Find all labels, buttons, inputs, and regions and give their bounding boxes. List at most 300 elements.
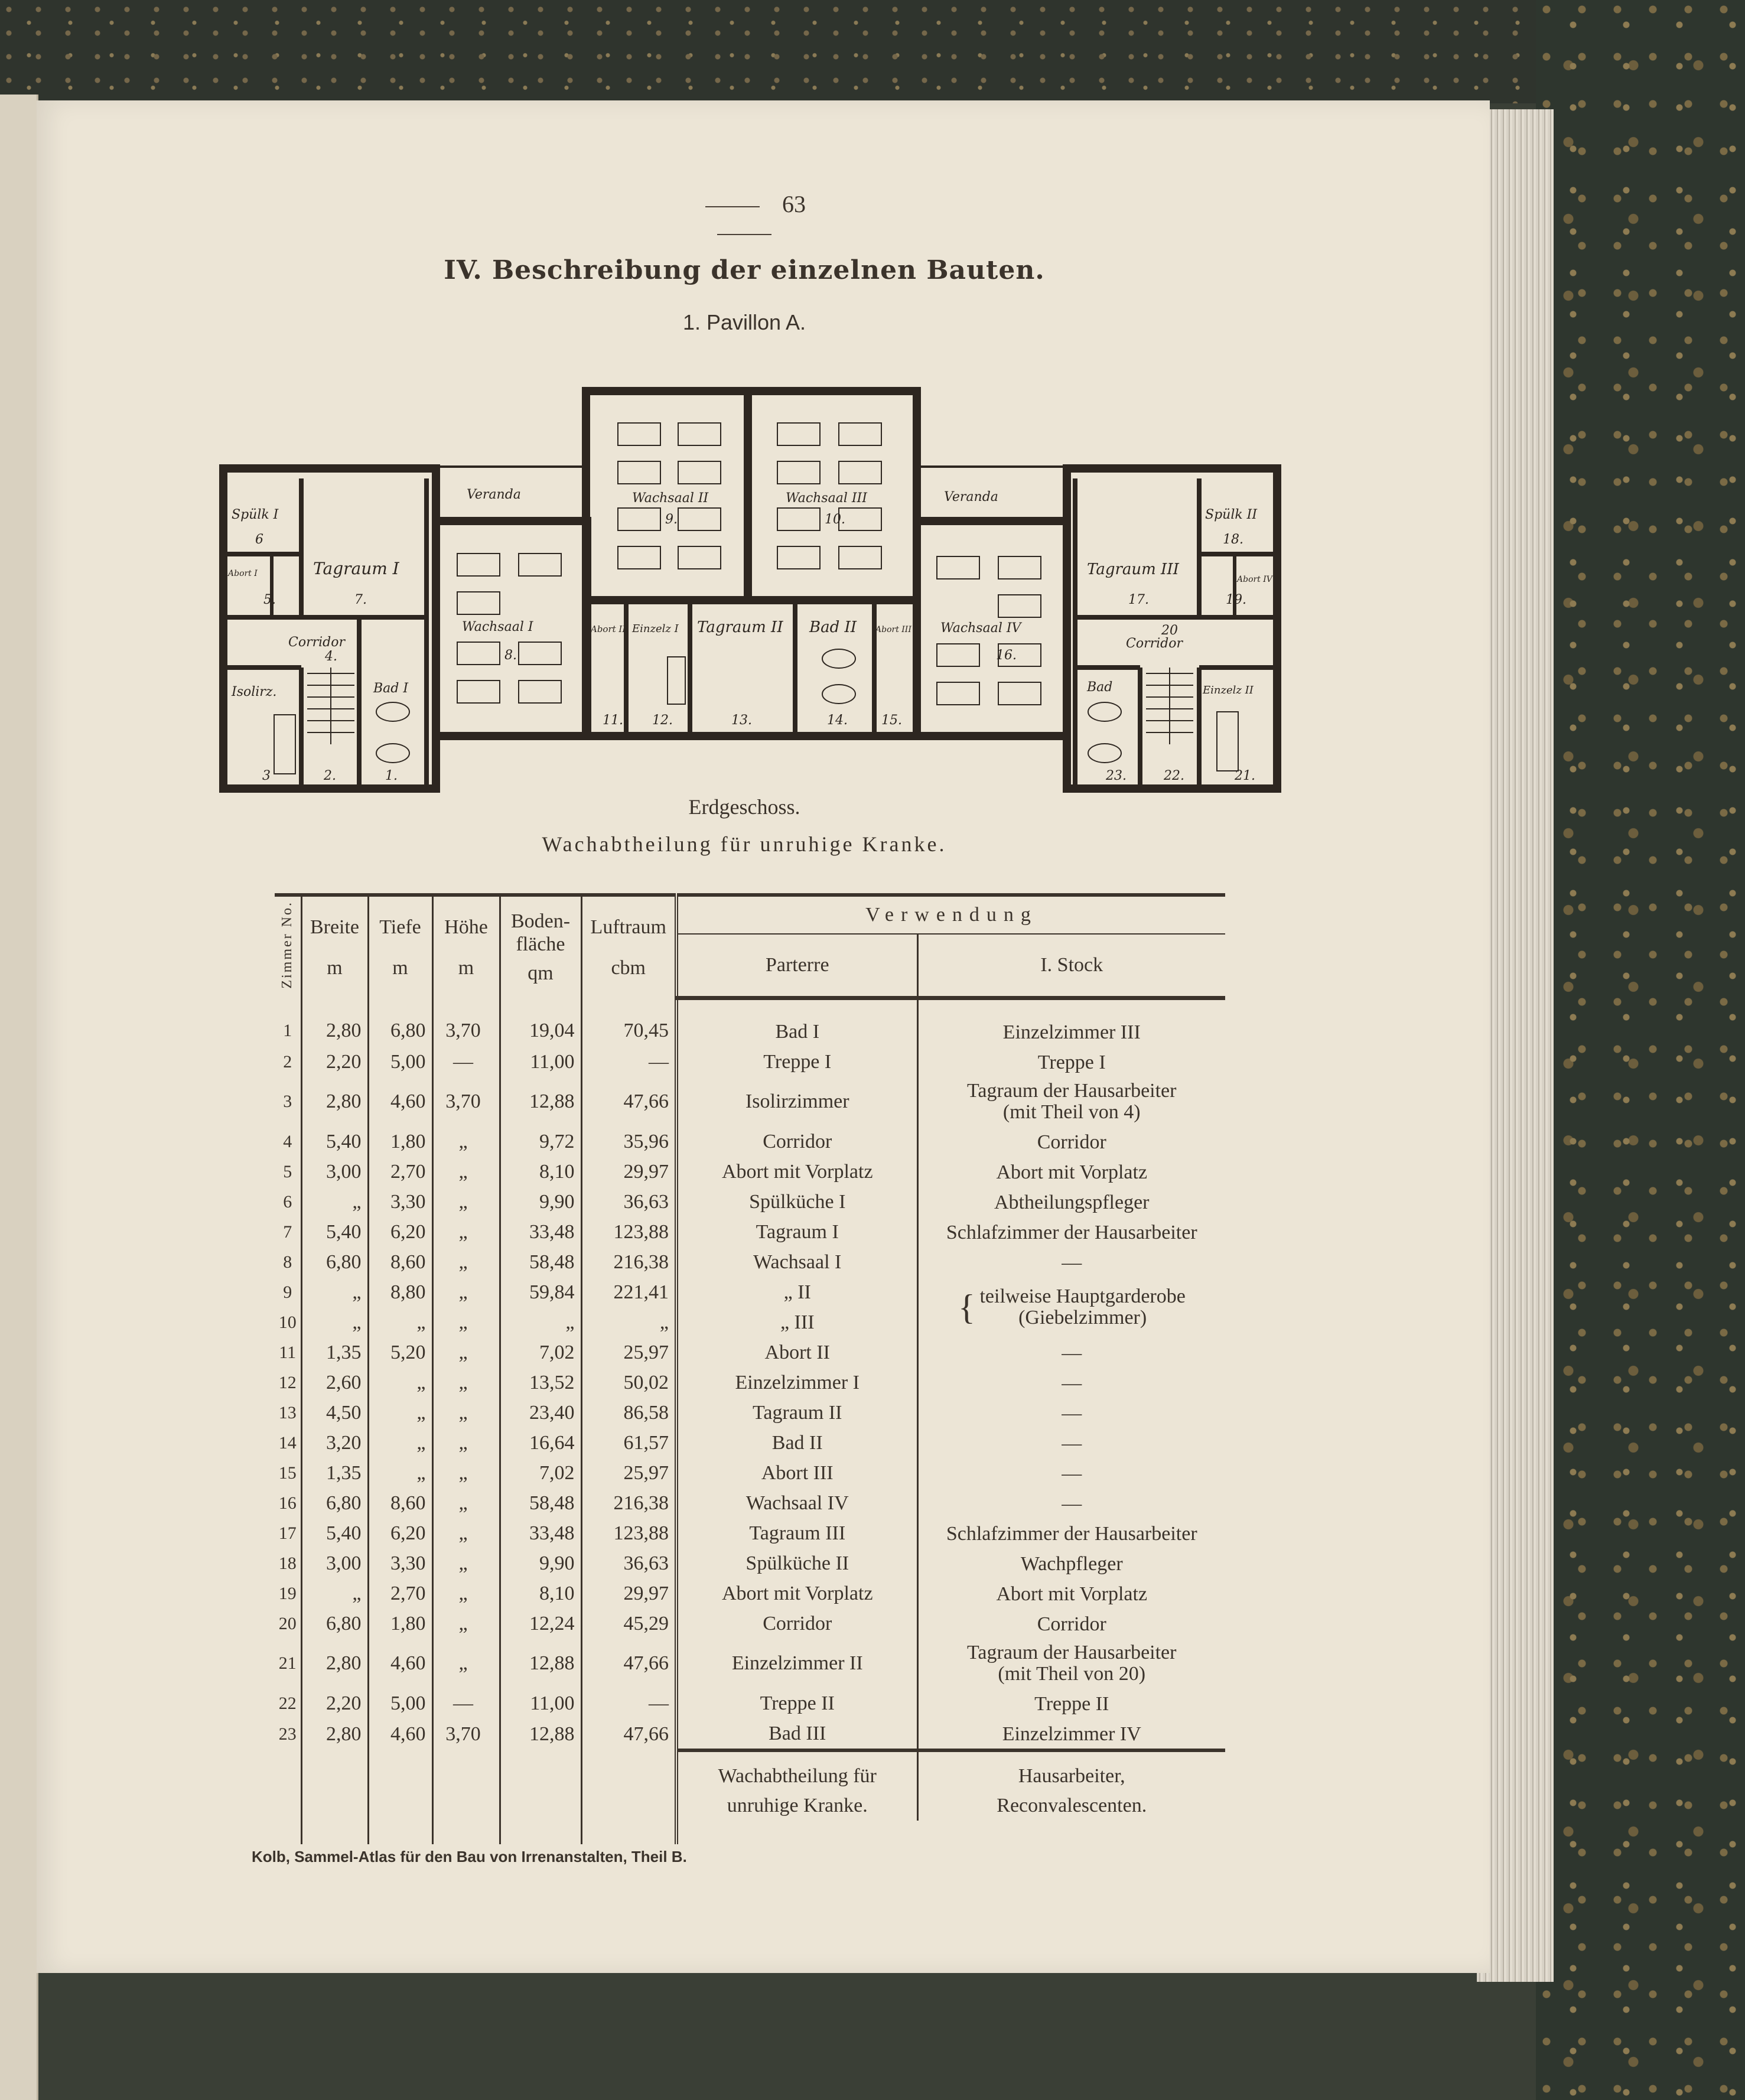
cell-hoehe: „ xyxy=(432,1247,500,1277)
header-tiefe: Tiefe m xyxy=(368,895,432,998)
cell-parterre: Abort mit Vorplatz xyxy=(676,1157,917,1187)
summary-row xyxy=(275,1750,1225,1791)
plan-label: Spülk II xyxy=(1205,507,1258,522)
cell-empty xyxy=(368,1821,432,1844)
table-row xyxy=(275,1578,1225,1609)
cell-zimmer-no: 8 xyxy=(283,1252,292,1272)
cell-empty xyxy=(275,1750,301,1791)
cell-breite: 3,20 xyxy=(301,1428,368,1458)
plan-label: Isolirz. xyxy=(232,685,277,699)
table-row xyxy=(275,1337,1225,1368)
stock-line: Tagraum der Hausarbeiter xyxy=(967,1642,1177,1664)
plan-label: 15. xyxy=(881,713,902,728)
cell-hoehe: 3,70 xyxy=(432,1718,500,1750)
cell-empty xyxy=(432,1750,500,1791)
stock-line: Corridor xyxy=(1037,1131,1106,1153)
cell-hoehe: „ xyxy=(432,1428,500,1458)
plan-label: Tagraum I xyxy=(313,559,399,578)
stock-line: Tagraum der Hausarbeiter xyxy=(967,1080,1177,1102)
cell-stock xyxy=(917,1047,1225,1077)
table-row xyxy=(275,1718,1225,1750)
cell-hoehe: „ xyxy=(432,1609,500,1639)
room-table xyxy=(275,893,1225,1844)
stock-line: Abort mit Vorplatz xyxy=(996,1161,1148,1183)
plan-label: 21. xyxy=(1235,769,1255,783)
cell-zimmer-no: 23 xyxy=(278,1724,297,1744)
stock-line: Einzelzimmer IV xyxy=(1002,1723,1141,1745)
cell-stock xyxy=(917,1247,1225,1277)
cell-breite: „ xyxy=(301,1277,368,1307)
plan-label: Tagraum II xyxy=(697,618,783,636)
cell-bodenflaeche: 59,84 xyxy=(500,1277,581,1307)
cell-bodenflaeche: 16,64 xyxy=(500,1428,581,1458)
plan-label: Corridor xyxy=(1126,636,1183,651)
cell-luftraum: 216,38 xyxy=(581,1247,676,1277)
cell-parterre: Isolirzimmer xyxy=(676,1077,917,1126)
cell-tiefe: „ xyxy=(368,1398,432,1428)
plan-label: 5. xyxy=(263,592,276,607)
cell-luftraum: 36,63 xyxy=(581,1548,676,1578)
plan-label: Abort IV xyxy=(1237,575,1272,584)
cell-luftraum: 25,97 xyxy=(581,1337,676,1368)
stock-line: Wachpfleger xyxy=(1020,1552,1123,1575)
cell-stock xyxy=(917,1639,1225,1688)
cell-breite: 5,40 xyxy=(301,1518,368,1548)
table-row xyxy=(275,998,1225,1047)
cell-luftraum: 47,66 xyxy=(581,1639,676,1688)
cell-empty xyxy=(581,1821,676,1844)
cell-tiefe: 5,20 xyxy=(368,1337,432,1368)
cell-breite: 5,40 xyxy=(301,1217,368,1247)
cell-luftraum: „ xyxy=(581,1307,676,1337)
cell-breite: 6,80 xyxy=(301,1488,368,1518)
cell-tiefe: „ xyxy=(368,1307,432,1337)
cell-hoehe: „ xyxy=(432,1639,500,1688)
plan-label: 9. xyxy=(665,512,678,527)
plan-label: Veranda xyxy=(944,490,998,504)
stock-line: Einzelzimmer III xyxy=(1002,1021,1141,1043)
cell-hoehe: 3,70 xyxy=(432,998,500,1047)
cell-empty xyxy=(581,1791,676,1821)
cell-stock xyxy=(917,1428,1225,1458)
cell-empty xyxy=(581,1750,676,1791)
cell-hoehe: „ xyxy=(432,1277,500,1307)
cell-parterre: „ III xyxy=(676,1307,917,1337)
cell-empty xyxy=(500,1821,581,1844)
table-row xyxy=(275,1488,1225,1518)
table-row xyxy=(275,1187,1225,1217)
cell-breite: 2,80 xyxy=(301,1639,368,1688)
summary-row xyxy=(275,1791,1225,1821)
page-number-text: 63 xyxy=(782,191,806,217)
plan-label: Corridor xyxy=(288,635,345,650)
cell-breite: 6,80 xyxy=(301,1609,368,1639)
cell-hoehe: „ xyxy=(432,1337,500,1368)
plan-label: 10. xyxy=(825,512,845,527)
cell-hoehe: „ xyxy=(432,1518,500,1548)
cell-stock xyxy=(917,1548,1225,1578)
cell-zimmer-no: 12 xyxy=(278,1372,297,1392)
header-stock: I. Stock xyxy=(917,934,1225,998)
cell-parterre: Corridor xyxy=(676,1609,917,1639)
cell-luftraum: 25,97 xyxy=(581,1458,676,1488)
cell-zimmer-no: 16 xyxy=(278,1493,297,1513)
cell-breite: 2,80 xyxy=(301,1077,368,1126)
cell-bodenflaeche: 9,90 xyxy=(500,1187,581,1217)
cell-tiefe: 5,00 xyxy=(368,1688,432,1718)
cell-bodenflaeche: 12,88 xyxy=(500,1077,581,1126)
cell-empty xyxy=(368,1750,432,1791)
book-cover xyxy=(1536,0,1745,2100)
table-row xyxy=(275,1277,1225,1307)
stock-line: (Giebelzimmer) xyxy=(1018,1307,1147,1329)
cell-luftraum: 45,29 xyxy=(581,1609,676,1639)
cell-bodenflaeche: 11,00 xyxy=(500,1047,581,1077)
plan-label: 11. xyxy=(603,713,623,728)
header-parterre: Parterre xyxy=(676,934,917,998)
cell-hoehe: „ xyxy=(432,1368,500,1398)
cell-bodenflaeche: 8,10 xyxy=(500,1157,581,1187)
plan-label: Veranda xyxy=(467,487,521,502)
cell-bodenflaeche: 9,90 xyxy=(500,1548,581,1578)
cell-zimmer-no: 11 xyxy=(279,1342,297,1362)
plan-label: Bad xyxy=(1087,680,1113,695)
cell-parterre: Abort II xyxy=(676,1337,917,1368)
cell-bodenflaeche: 12,88 xyxy=(500,1639,581,1688)
cell-tiefe: 8,60 xyxy=(368,1247,432,1277)
table-row xyxy=(275,1639,1225,1688)
summary-stock: Reconvalescenten. xyxy=(917,1791,1225,1821)
plan-label: Wachsaal II xyxy=(632,491,709,506)
cell-luftraum: — xyxy=(581,1688,676,1718)
table-row xyxy=(275,1428,1225,1458)
table-row xyxy=(275,1458,1225,1488)
header-hoehe: Höhe m xyxy=(432,895,500,998)
cell-hoehe: „ xyxy=(432,1458,500,1488)
plan-label: Wachsaal III xyxy=(786,491,867,506)
cell-bodenflaeche: 11,00 xyxy=(500,1688,581,1718)
cell-parterre: Wachsaal I xyxy=(676,1247,917,1277)
cell-luftraum: 123,88 xyxy=(581,1217,676,1247)
cell-bodenflaeche: „ xyxy=(500,1307,581,1337)
cell-luftraum: 221,41 xyxy=(581,1277,676,1307)
cell-zimmer-no: 19 xyxy=(278,1583,297,1603)
cell-hoehe: „ xyxy=(432,1548,500,1578)
cell-luftraum: 50,02 xyxy=(581,1368,676,1398)
stock-line: teilweise Hauptgarderobe xyxy=(979,1285,1186,1308)
cell-parterre: „ II xyxy=(676,1277,917,1307)
cell-luftraum: 29,97 xyxy=(581,1578,676,1609)
cell-tiefe: 6,20 xyxy=(368,1217,432,1247)
table-row xyxy=(275,1688,1225,1718)
cell-breite: 5,40 xyxy=(301,1126,368,1157)
cell-hoehe: „ xyxy=(432,1488,500,1518)
cell-zimmer-no: 7 xyxy=(283,1222,292,1242)
plan-label: Abort III xyxy=(875,625,911,634)
cell-tiefe: 1,80 xyxy=(368,1126,432,1157)
page-number xyxy=(650,190,839,246)
plan-label: Wachsaal IV xyxy=(940,621,1021,636)
cell-parterre: Abort mit Vorplatz xyxy=(676,1578,917,1609)
cell-stock xyxy=(917,1718,1225,1750)
cell-zimmer-no: 3 xyxy=(283,1092,292,1112)
cell-zimmer-no: 1 xyxy=(283,1021,292,1040)
plan-label: 1. xyxy=(385,769,398,783)
stock-line: — xyxy=(1062,1251,1082,1274)
cell-empty xyxy=(500,1791,581,1821)
table-row xyxy=(275,1368,1225,1398)
plan-label: 7. xyxy=(354,592,367,607)
stock-line: Schlafzimmer der Hausarbeiter xyxy=(946,1522,1197,1545)
cell-zimmer-no: 10 xyxy=(278,1312,297,1332)
cell-tiefe: 8,80 xyxy=(368,1277,432,1307)
cell-tiefe: 8,60 xyxy=(368,1488,432,1518)
cell-hoehe: „ xyxy=(432,1187,500,1217)
cell-stock xyxy=(917,1518,1225,1548)
cell-empty xyxy=(432,1821,500,1844)
cell-luftraum: 216,38 xyxy=(581,1488,676,1518)
cell-bodenflaeche: 19,04 xyxy=(500,998,581,1047)
cell-empty xyxy=(917,1821,1225,1844)
stock-line: — xyxy=(1062,1342,1082,1364)
summary-parterre: unruhige Kranke. xyxy=(676,1791,917,1821)
table-row xyxy=(275,1047,1225,1077)
cell-parterre: Spülküche I xyxy=(676,1187,917,1217)
plan-label: 4. xyxy=(325,649,337,664)
section-title: IV. Beschreibung der einzelnen Bauten. xyxy=(444,255,1045,285)
cell-breite: 2,80 xyxy=(301,1718,368,1750)
footer-citation: Kolb, Sammel-Atlas für den Bau von Irrenanstalten, Theil B. xyxy=(252,1848,687,1865)
plan-label: 19. xyxy=(1226,592,1246,607)
cell-stock xyxy=(917,1368,1225,1398)
cell-hoehe: — xyxy=(432,1688,500,1718)
cell-breite: 1,35 xyxy=(301,1337,368,1368)
summary-parterre: Wachabtheilung für xyxy=(676,1750,917,1791)
cell-empty xyxy=(301,1791,368,1821)
plan-label: Spülk I xyxy=(232,507,279,522)
plan-label: 12. xyxy=(652,713,673,728)
header-breite: Breite m xyxy=(301,895,368,998)
cell-stock xyxy=(917,1609,1225,1639)
table-row xyxy=(275,1398,1225,1428)
header-zimmer-no: Zimmer No. xyxy=(275,895,301,998)
plan-label: 20 xyxy=(1161,623,1178,638)
cell-empty xyxy=(500,1750,581,1791)
cell-parterre: Spülküche II xyxy=(676,1548,917,1578)
cell-tiefe: 2,70 xyxy=(368,1578,432,1609)
stock-line: — xyxy=(1062,1402,1082,1424)
cell-luftraum: 35,96 xyxy=(581,1126,676,1157)
stock-line: Treppe I xyxy=(1037,1051,1106,1073)
cell-hoehe: „ xyxy=(432,1217,500,1247)
cell-breite: 1,35 xyxy=(301,1458,368,1488)
cell-zimmer-no: 18 xyxy=(278,1553,297,1573)
cell-luftraum: 47,66 xyxy=(581,1718,676,1750)
stock-line: Abtheilungspfleger xyxy=(994,1191,1150,1213)
cell-empty xyxy=(301,1750,368,1791)
cell-luftraum: 123,88 xyxy=(581,1518,676,1548)
cell-breite: 4,50 xyxy=(301,1398,368,1428)
stock-line: (mit Theil von 4) xyxy=(1002,1101,1141,1123)
plan-label: 17. xyxy=(1128,592,1149,607)
stairs-right xyxy=(1146,668,1193,744)
plan-label: Abort II xyxy=(591,624,626,634)
plan-caption-department: Wachabtheilung für unruhige Kranke. xyxy=(542,832,947,856)
cell-bodenflaeche: 12,24 xyxy=(500,1609,581,1639)
plan-label: 18. xyxy=(1223,532,1243,547)
cell-luftraum: 36,63 xyxy=(581,1187,676,1217)
cell-tiefe: 4,60 xyxy=(368,1639,432,1688)
cell-tiefe: 5,00 xyxy=(368,1047,432,1077)
cell-stock xyxy=(917,1157,1225,1187)
cell-zimmer-no: 15 xyxy=(278,1463,297,1483)
cell-luftraum: 29,97 xyxy=(581,1157,676,1187)
plan-walls xyxy=(223,391,1277,789)
cell-zimmer-no: 13 xyxy=(278,1402,297,1422)
plan-caption-floor: Erdgeschoss. xyxy=(688,795,800,819)
table-row xyxy=(275,1126,1225,1157)
table-row xyxy=(275,1217,1225,1247)
stock-line: Abort mit Vorplatz xyxy=(996,1583,1148,1605)
plan-label: Einzelz II xyxy=(1203,684,1254,696)
cell-parterre: Einzelzimmer I xyxy=(676,1368,917,1398)
cell-tiefe: „ xyxy=(368,1458,432,1488)
cell-parterre: Bad III xyxy=(676,1718,917,1750)
cell-luftraum: 70,45 xyxy=(581,998,676,1047)
cell-empty xyxy=(676,1821,917,1844)
cell-bodenflaeche: 7,02 xyxy=(500,1458,581,1488)
cell-tiefe: 6,80 xyxy=(368,998,432,1047)
cell-luftraum: — xyxy=(581,1047,676,1077)
plan-label: Wachsaal I xyxy=(462,620,533,634)
cell-tiefe: 2,70 xyxy=(368,1157,432,1187)
cell-tiefe: 6,20 xyxy=(368,1518,432,1548)
cell-parterre: Abort III xyxy=(676,1458,917,1488)
cell-zimmer-no: 17 xyxy=(278,1523,297,1543)
cell-empty xyxy=(432,1791,500,1821)
plan-label: 2. xyxy=(324,769,336,783)
plan-label: 3 xyxy=(262,769,271,783)
cell-hoehe: 3,70 xyxy=(432,1077,500,1126)
cell-zimmer-no: 5 xyxy=(283,1161,292,1181)
plan-label: 8. xyxy=(504,648,517,663)
cell-bodenflaeche: 7,02 xyxy=(500,1337,581,1368)
cell-empty xyxy=(301,1821,368,1844)
stock-line: Schlafzimmer der Hausarbeiter xyxy=(946,1221,1197,1243)
cell-stock xyxy=(917,1217,1225,1247)
cell-zimmer-no: 20 xyxy=(278,1613,297,1633)
cell-zimmer-no: 6 xyxy=(283,1191,292,1212)
cell-tiefe: 1,80 xyxy=(368,1609,432,1639)
stairs-left xyxy=(307,668,354,744)
cell-tiefe: 4,60 xyxy=(368,1077,432,1126)
cell-stock xyxy=(917,1126,1225,1157)
plan-label: 22. xyxy=(1164,769,1184,783)
stock-line: (mit Theil von 20) xyxy=(998,1663,1146,1685)
cell-breite: 3,00 xyxy=(301,1548,368,1578)
cell-luftraum: 61,57 xyxy=(581,1428,676,1458)
cell-bodenflaeche: 58,48 xyxy=(500,1488,581,1518)
cell-hoehe: „ xyxy=(432,1126,500,1157)
cell-hoehe: „ xyxy=(432,1398,500,1428)
header-verwendung: Verwendung xyxy=(676,895,1225,934)
cell-tiefe: 3,30 xyxy=(368,1548,432,1578)
cell-bodenflaeche: 8,10 xyxy=(500,1578,581,1609)
cell-tiefe: 4,60 xyxy=(368,1718,432,1750)
cell-bodenflaeche: 9,72 xyxy=(500,1126,581,1157)
cell-parterre: Wachsaal IV xyxy=(676,1488,917,1518)
cell-bodenflaeche: 13,52 xyxy=(500,1368,581,1398)
cell-breite: 2,60 xyxy=(301,1368,368,1398)
cell-empty xyxy=(275,1791,301,1821)
cell-empty xyxy=(368,1791,432,1821)
book-cover-top xyxy=(0,0,1745,103)
table-row xyxy=(275,1609,1225,1639)
plan-label: Tagraum III xyxy=(1087,561,1179,578)
cell-breite: 3,00 xyxy=(301,1157,368,1187)
cell-parterre: Bad I xyxy=(676,998,917,1047)
stock-line: — xyxy=(1062,1492,1082,1515)
cell-stock xyxy=(917,1187,1225,1217)
cell-tiefe: „ xyxy=(368,1368,432,1398)
cell-bodenflaeche: 33,48 xyxy=(500,1518,581,1548)
cell-breite: 2,80 xyxy=(301,998,368,1047)
cell-parterre: Tagraum III xyxy=(676,1518,917,1548)
plan-label: 13. xyxy=(731,713,752,728)
left-page-edge xyxy=(0,95,38,2100)
cell-breite: 6,80 xyxy=(301,1247,368,1277)
cell-zimmer-no: 22 xyxy=(278,1693,297,1713)
table-row xyxy=(275,1518,1225,1548)
floor-plan xyxy=(219,384,1282,797)
cell-empty xyxy=(275,1821,301,1844)
cell-bodenflaeche: 58,48 xyxy=(500,1247,581,1277)
cell-stock xyxy=(917,1488,1225,1518)
stock-line: — xyxy=(1062,1462,1082,1484)
room-table-body xyxy=(275,998,1225,1845)
table-bottom-padding xyxy=(275,1821,1225,1844)
cell-zimmer-no: 21 xyxy=(278,1653,297,1674)
cell-bodenflaeche: 12,88 xyxy=(500,1718,581,1750)
subsection-title: 1. Pavillon A. xyxy=(682,310,806,334)
stock-line: — xyxy=(1062,1432,1082,1454)
table-row xyxy=(275,1247,1225,1277)
plan-label: Bad I xyxy=(373,681,409,696)
summary-stock: Hausarbeiter, xyxy=(917,1750,1225,1791)
plan-label: Bad II xyxy=(809,618,857,636)
cell-stock xyxy=(917,1398,1225,1428)
cell-stock xyxy=(917,1578,1225,1609)
cell-stock xyxy=(917,1688,1225,1718)
cell-breite: „ xyxy=(301,1307,368,1337)
cell-parterre: Tagraum II xyxy=(676,1398,917,1428)
table-row xyxy=(275,1077,1225,1126)
table-row xyxy=(275,1548,1225,1578)
cell-zimmer-no: 2 xyxy=(283,1051,292,1072)
cell-breite: 2,20 xyxy=(301,1047,368,1077)
brace-icon: } xyxy=(958,1288,975,1327)
cell-hoehe: — xyxy=(432,1047,500,1077)
cell-parterre: Treppe II xyxy=(676,1688,917,1718)
cell-breite: 2,20 xyxy=(301,1688,368,1718)
cell-parterre: Corridor xyxy=(676,1126,917,1157)
cell-breite: „ xyxy=(301,1578,368,1609)
cell-luftraum: 86,58 xyxy=(581,1398,676,1428)
cell-parterre: Bad II xyxy=(676,1428,917,1458)
cell-zimmer-no: 4 xyxy=(283,1131,292,1151)
cell-stock xyxy=(917,998,1225,1047)
cell-zimmer-no: 14 xyxy=(278,1432,297,1453)
